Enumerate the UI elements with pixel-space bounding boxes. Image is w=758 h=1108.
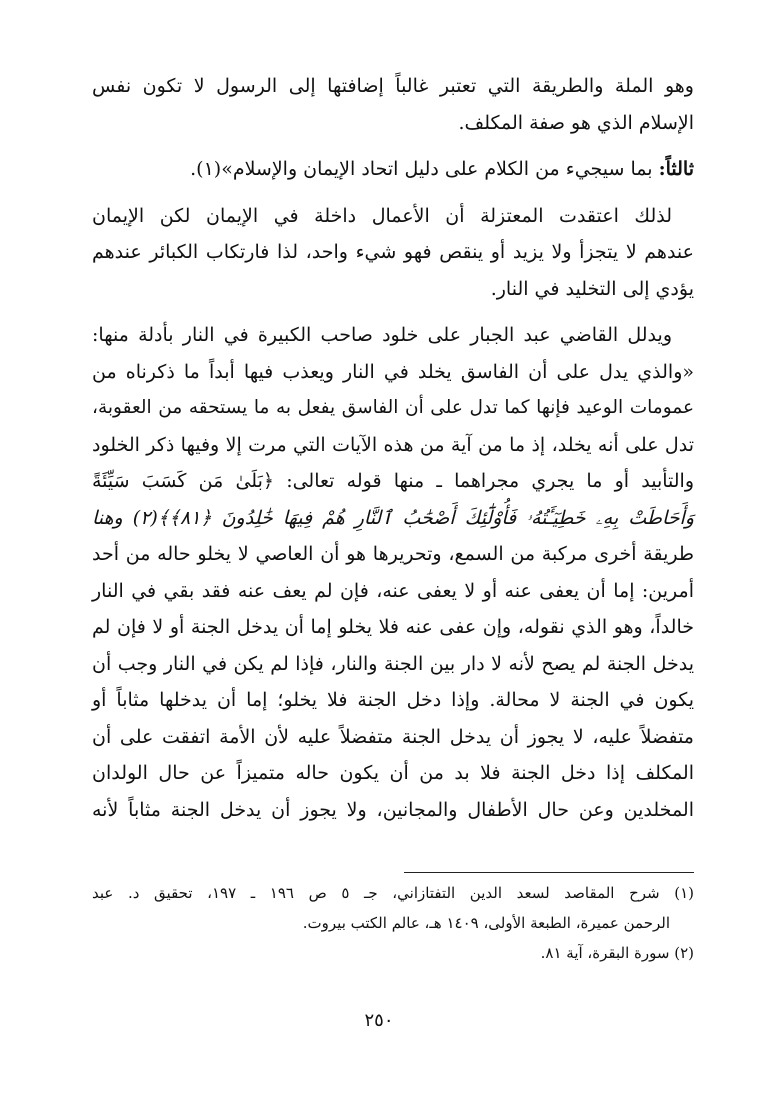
text-line: عندهم لا يتجزأ ولا يزيد أو ينقص فهو شيء واحد، لذا فارتكاب الكبائر عندهم: [92, 241, 694, 263]
text-line: أمرين: إما أن يعفى عنه أو لا يعفى عنه، فإن لم يعف عنه فقد بقي في النار: [92, 579, 694, 602]
text-line: ويدلل القاضي عبد الجبار على خلود صاحب الكبيرة في النار بأدلة منها:: [92, 324, 672, 346]
text-line: لذلك اعتقدت المعتزلة أن الأعمال داخلة في الإيمان لكن الإيمان: [92, 204, 673, 227]
paragraph-lead: ثالثاً:: [658, 158, 694, 180]
footnote-divider: [404, 872, 694, 873]
text-line: عمومات الوعيد فإنها كما تدل على أن الفاسق يفعل به ما يستحقه من العقوبة،: [92, 397, 694, 418]
footnote-line: (١) شرح المقاصد لسعد الدين التفتازاني، جـ ٥ ص ١٩٦ ـ ١٩٧، تحقيق د. عبد: [92, 884, 695, 902]
paragraph-4: [92, 317, 694, 828]
main-text: [92, 68, 694, 828]
text-line: وهو الملة والطريقة التي تعتبر غالباً إضافتها إلى الرسول لا تكون نفس: [92, 75, 694, 97]
footnote-line: (٢) سورة البقرة، آية ٨١.: [540, 944, 694, 962]
paragraph-3: [92, 198, 694, 308]
text-line: يدخل الجنة لم يصح لأنه لا دار بين الجنة والنار، فإذا لم يكن في النار وجب أن: [92, 652, 694, 675]
paragraph-1: [92, 68, 694, 141]
text-line: طريقة أخرى مركبة من السمع، وتحريرها هو أن العاصي لا يخلو حاله من أحد: [92, 543, 694, 565]
footnote-line: الرحمن عميرة، الطبعة الأولى، ١٤٠٩ هـ، عالم الكتب بيروت.: [302, 914, 670, 932]
footnotes: [92, 878, 694, 968]
text-line: متفضلاً عليه، لا يجوز أن يدخل الجنة متفضلاً عليه لأن الأمة اتفقت على أن: [92, 725, 694, 748]
text-line: [92, 151, 694, 188]
text-line: يؤدي إلى التخليد في النار.: [490, 277, 694, 300]
text-line: تدل على أنه يخلد، إذ ما من آية من هذه الآيات التي مرت إلا وفيها ذكر الخلود: [92, 433, 694, 456]
text-line: والتأبيد أو ما يجري مجراهما ـ منها قوله تعالى: ﴿بَلَىٰ مَن كَسَبَ سَيِّئَةً: [92, 470, 694, 492]
text-line-content: بما سيجيء من الكلام على دليل اتحاد الإيمان والإسلام»(١).: [190, 158, 653, 180]
text-line: وَأَحَاطَتْ بِهِۦ خَطِيٓـَٔتُهُۥ فَأُوْلَٰٓئِكَ أَصْحَٰبُ ٱلنَّارِ هُمْ فِيهَا خَٰلِدُونَ ﴿٨١﴾﴾(٢) وهنا: [92, 506, 694, 529]
text-line: «والذي يدل على أن الفاسق يخلد في النار ويعذب فيها أبداً ما ذكرناه من: [92, 360, 694, 383]
page-number: ٢٥٠: [364, 1010, 394, 1031]
text-line: المكلف إذا دخل الجنة فلا بد من أن يكون حاله متميزاً عن حال الولدان: [92, 762, 694, 784]
text-line: خالداً، وهو الذي نقوله، وإن عفى عنه فلا يخلو إما أن يدخل الجنة أو لا فإن لم: [92, 616, 694, 638]
text-line: الإسلام الذي هو صفة المكلف.: [458, 111, 694, 134]
paragraph-2: [92, 151, 694, 188]
text-line: المخلدين وعن حال الأطفال والمجانين، ولا يجوز أن يدخل الجنة مثاباً لأنه: [92, 798, 694, 821]
text-line: يكون في الجنة لا محالة. وإذا دخل الجنة فلا يخلو؛ إما أن يدخلها مثاباً أو: [92, 689, 694, 711]
